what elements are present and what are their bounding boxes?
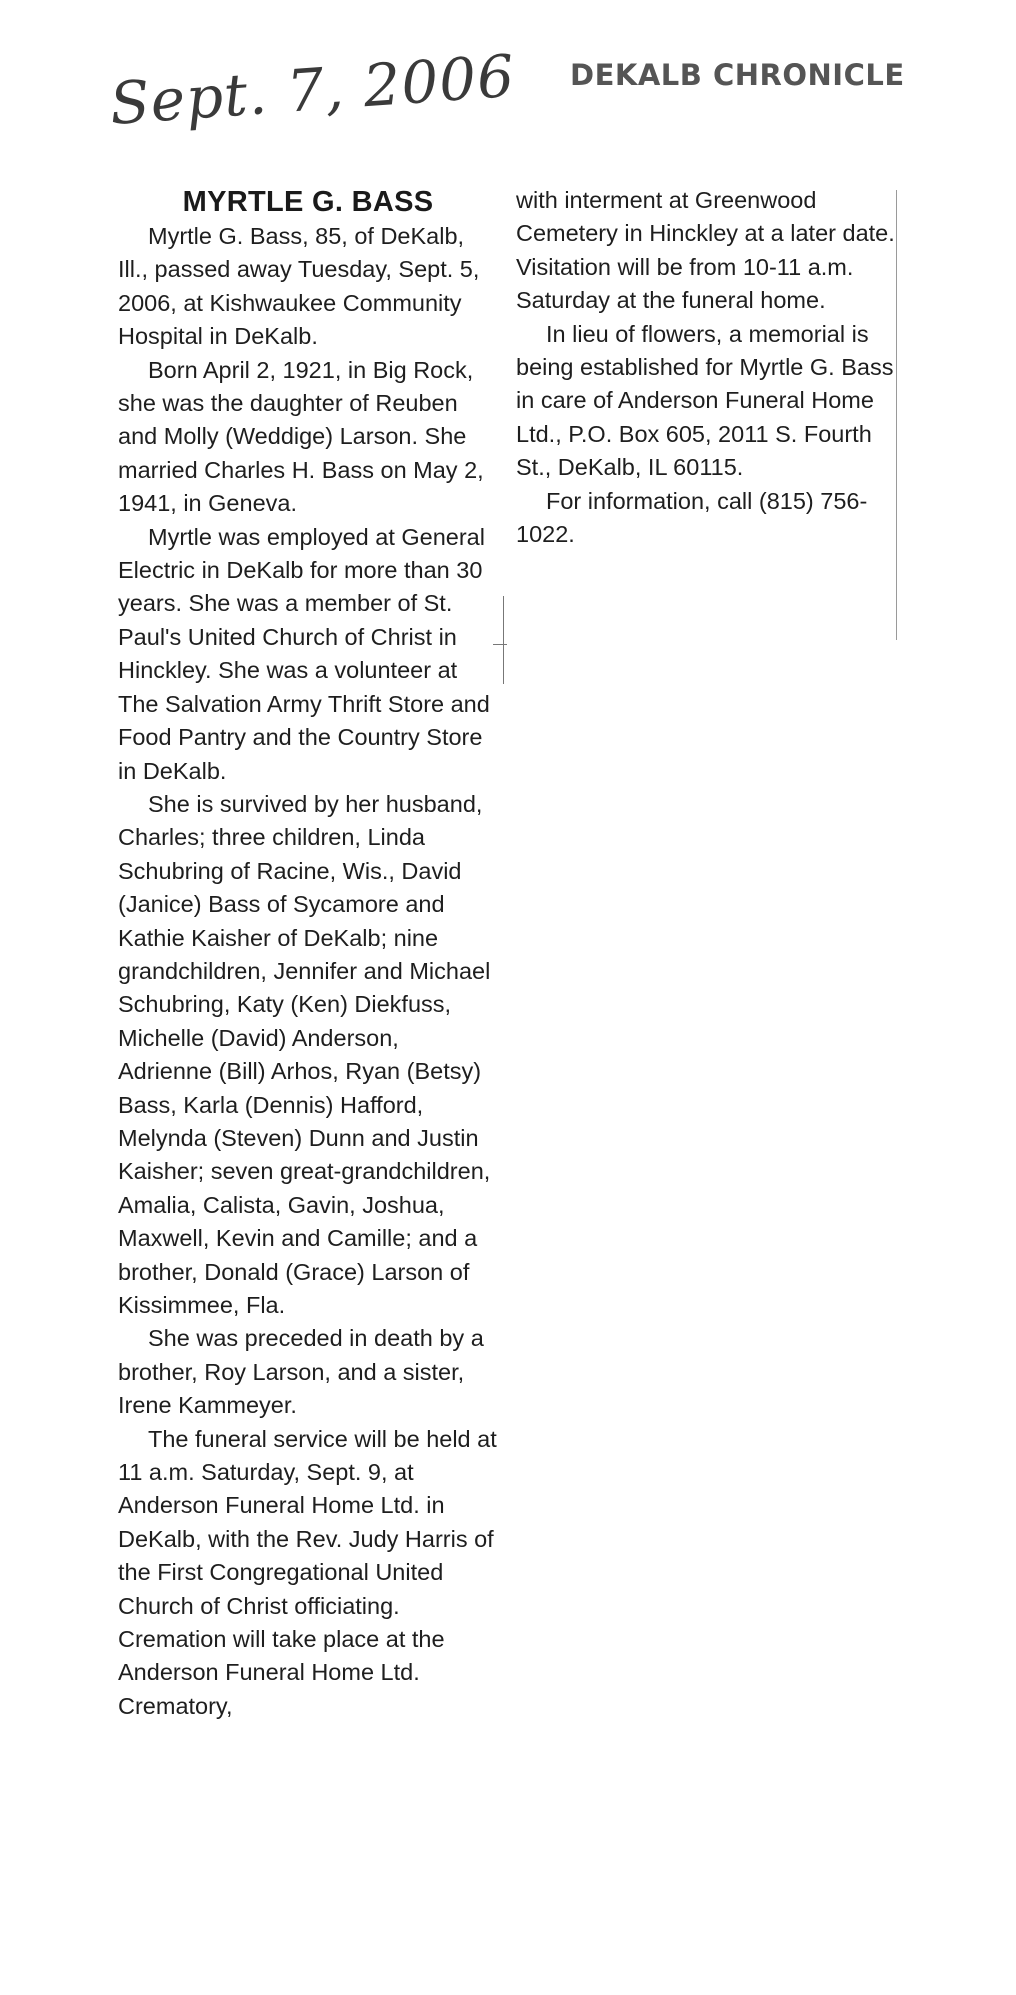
obituary-paragraph: For information, call (815) 756-1022. (516, 487, 868, 548)
obituary-paragraph: She was preceded in death by a brother, Roy Larson, and a sister, Irene Kammeyer. (118, 1325, 484, 1419)
column-divider-rule (503, 596, 504, 684)
obituary-paragraph: In lieu of flowers, a memorial is being established for Myrtle G. Bass in care of Anderson Funeral Home Ltd., P.O. Box 605, 2011 S. Fourth St., DeKalb, IL 60115. (516, 320, 894, 481)
obituary-paragraph: Born April 2, 1921, in Big Rock, she was the daughter of Reuben and Molly (Weddige) Larson. She married Charles H. Bass on May 2, 1941, in Geneva. (118, 356, 484, 517)
obituary-paragraph: She is survived by her husband, Charles; three children, Linda Schubring of Racine, Wis., David (Janice) Bass of Sycamore and Kathie Kaisher of DeKalb; nine grandchildren, Jennifer and Michael Schubring, Katy (Ken) Diekfuss, Michelle (David) Anderson, Adrienne (Bill) Arhos, Ryan (Betsy) Bass, Karla (Dennis) Hafford, Melynda (Steven) Dunn and Justin Kaisher; seven great-grandchildren, Amalia, Calista, Gavin, Joshua, Maxwell, Kevin and Camille; and a brother, Donald (Grace) Larson of Kissimmee, Fla. (118, 790, 491, 1318)
obituary-paragraph: Myrtle G. Bass, 85, of DeKalb, Ill., passed away Tuesday, Sept. 5, 2006, at Kishwaukee Community Hospital in DeKalb. (118, 223, 480, 350)
newspaper-masthead: DEKALB CHRONICLE (570, 58, 905, 92)
obituary-headline: MYRTLE G. BASS (182, 186, 434, 218)
obituary-paragraph-continuation: with interment at Greenwood Cemetery in Hinckley at a later date. Visitation will be from 10-11 a.m. Saturday at the funeral home. (516, 187, 895, 314)
clipping-edge-rule (896, 190, 897, 640)
column-divider-tick (493, 644, 507, 645)
obituary-column-left (118, 184, 498, 1723)
obituary-paragraph: Myrtle was employed at General Electric in DeKalb for more than 30 years. She was a member of St. Paul's United Church of Christ in Hinckley. She was a volunteer at The Salvation Army Thrift Store and Food Pantry and the Country Store in DeKalb. (118, 523, 490, 784)
obituary-paragraph: The funeral service will be held at 11 a.m. Saturday, Sept. 9, at Anderson Funeral Home Ltd. in DeKalb, with the Rev. Judy Harris of the First Congregational United Church of Christ officiating. Cremation will take place at the Anderson Funeral Home Ltd. Crematory, (118, 1425, 497, 1719)
obituary-column-right (516, 184, 898, 551)
handwritten-date: Sept. 7, 2006 (107, 41, 518, 138)
